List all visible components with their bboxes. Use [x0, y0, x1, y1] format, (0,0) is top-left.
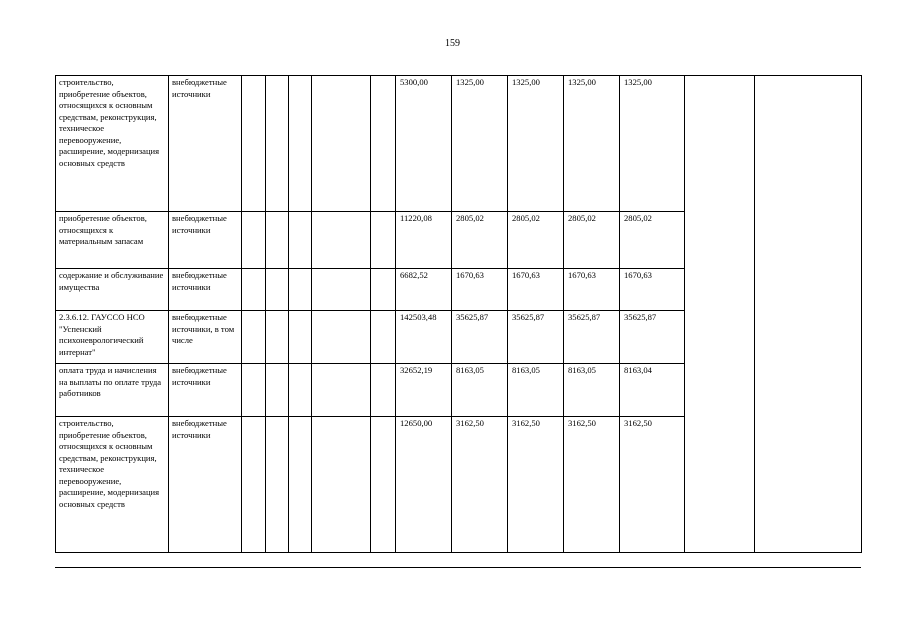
empty-cell — [289, 311, 312, 364]
table-row — [56, 76, 862, 212]
row-total: 5300,00 — [396, 76, 452, 212]
row-name: строительство, приобретение объектов, относящихся к основным средствам, реконструкция, техническое перевооружение, расширение, модернизация основных средств — [56, 417, 169, 553]
budget-table — [55, 75, 862, 553]
row-total: 12650,00 — [396, 417, 452, 553]
empty-cell — [371, 212, 396, 269]
merged-empty-cell — [685, 76, 755, 553]
empty-cell — [242, 417, 266, 553]
row-total: 32652,19 — [396, 364, 452, 417]
empty-cell — [312, 311, 371, 364]
row-year-4: 35625,87 — [620, 311, 685, 364]
row-name: 2.3.6.12. ГАУССО НСО "Успенский психоневрологический интернат" — [56, 311, 169, 364]
row-total: 11220,08 — [396, 212, 452, 269]
row-name: приобретение объектов, относящихся к материальным запасам — [56, 212, 169, 269]
row-year-2: 2805,02 — [508, 212, 564, 269]
empty-cell — [289, 364, 312, 417]
empty-cell — [289, 212, 312, 269]
row-funding-source: внебюджетные источники, в том числе — [169, 311, 242, 364]
row-year-1: 1325,00 — [452, 76, 508, 212]
row-year-1: 3162,50 — [452, 417, 508, 553]
empty-cell — [312, 364, 371, 417]
empty-cell — [289, 269, 312, 311]
empty-cell — [266, 311, 289, 364]
empty-cell — [242, 212, 266, 269]
row-year-3: 2805,02 — [564, 212, 620, 269]
row-year-2: 1670,63 — [508, 269, 564, 311]
row-year-2: 3162,50 — [508, 417, 564, 553]
row-year-3: 3162,50 — [564, 417, 620, 553]
empty-cell — [266, 212, 289, 269]
row-year-4: 2805,02 — [620, 212, 685, 269]
row-year-2: 1325,00 — [508, 76, 564, 212]
row-funding-source: внебюджетные источники — [169, 76, 242, 212]
row-funding-source: внебюджетные источники — [169, 269, 242, 311]
row-total: 142503,48 — [396, 311, 452, 364]
empty-cell — [371, 269, 396, 311]
empty-cell — [266, 417, 289, 553]
row-year-3: 1325,00 — [564, 76, 620, 212]
row-funding-source: внебюджетные источники — [169, 364, 242, 417]
row-year-3: 8163,05 — [564, 364, 620, 417]
empty-cell — [266, 76, 289, 212]
table-bottom-rule — [55, 567, 861, 568]
empty-cell — [312, 269, 371, 311]
row-year-4: 8163,04 — [620, 364, 685, 417]
empty-cell — [312, 212, 371, 269]
empty-cell — [371, 311, 396, 364]
empty-cell — [371, 417, 396, 553]
empty-cell — [289, 417, 312, 553]
row-year-1: 8163,05 — [452, 364, 508, 417]
empty-cell — [371, 76, 396, 212]
row-name: строительство, приобретение объектов, относящихся к основным средствам, реконструкция, техническое перевооружение, расширение, модернизация основных средств — [56, 76, 169, 212]
empty-cell — [242, 364, 266, 417]
empty-cell — [266, 269, 289, 311]
empty-cell — [242, 269, 266, 311]
empty-cell — [242, 311, 266, 364]
merged-empty-cell — [755, 76, 862, 553]
row-name: содержание и обслуживание имущества — [56, 269, 169, 311]
row-year-1: 35625,87 — [452, 311, 508, 364]
empty-cell — [371, 364, 396, 417]
row-name: оплата труда и начисления на выплаты по оплате труда работников — [56, 364, 169, 417]
row-total: 6682,52 — [396, 269, 452, 311]
row-year-1: 1670,63 — [452, 269, 508, 311]
empty-cell — [289, 76, 312, 212]
row-funding-source: внебюджетные источники — [169, 212, 242, 269]
page-number: 159 — [445, 38, 460, 49]
empty-cell — [312, 417, 371, 553]
row-year-4: 1670,63 — [620, 269, 685, 311]
empty-cell — [312, 76, 371, 212]
row-year-2: 8163,05 — [508, 364, 564, 417]
row-year-3: 35625,87 — [564, 311, 620, 364]
row-funding-source: внебюджетные источники — [169, 417, 242, 553]
row-year-4: 3162,50 — [620, 417, 685, 553]
empty-cell — [266, 364, 289, 417]
row-year-4: 1325,00 — [620, 76, 685, 212]
row-year-1: 2805,02 — [452, 212, 508, 269]
row-year-3: 1670,63 — [564, 269, 620, 311]
row-year-2: 35625,87 — [508, 311, 564, 364]
empty-cell — [242, 76, 266, 212]
